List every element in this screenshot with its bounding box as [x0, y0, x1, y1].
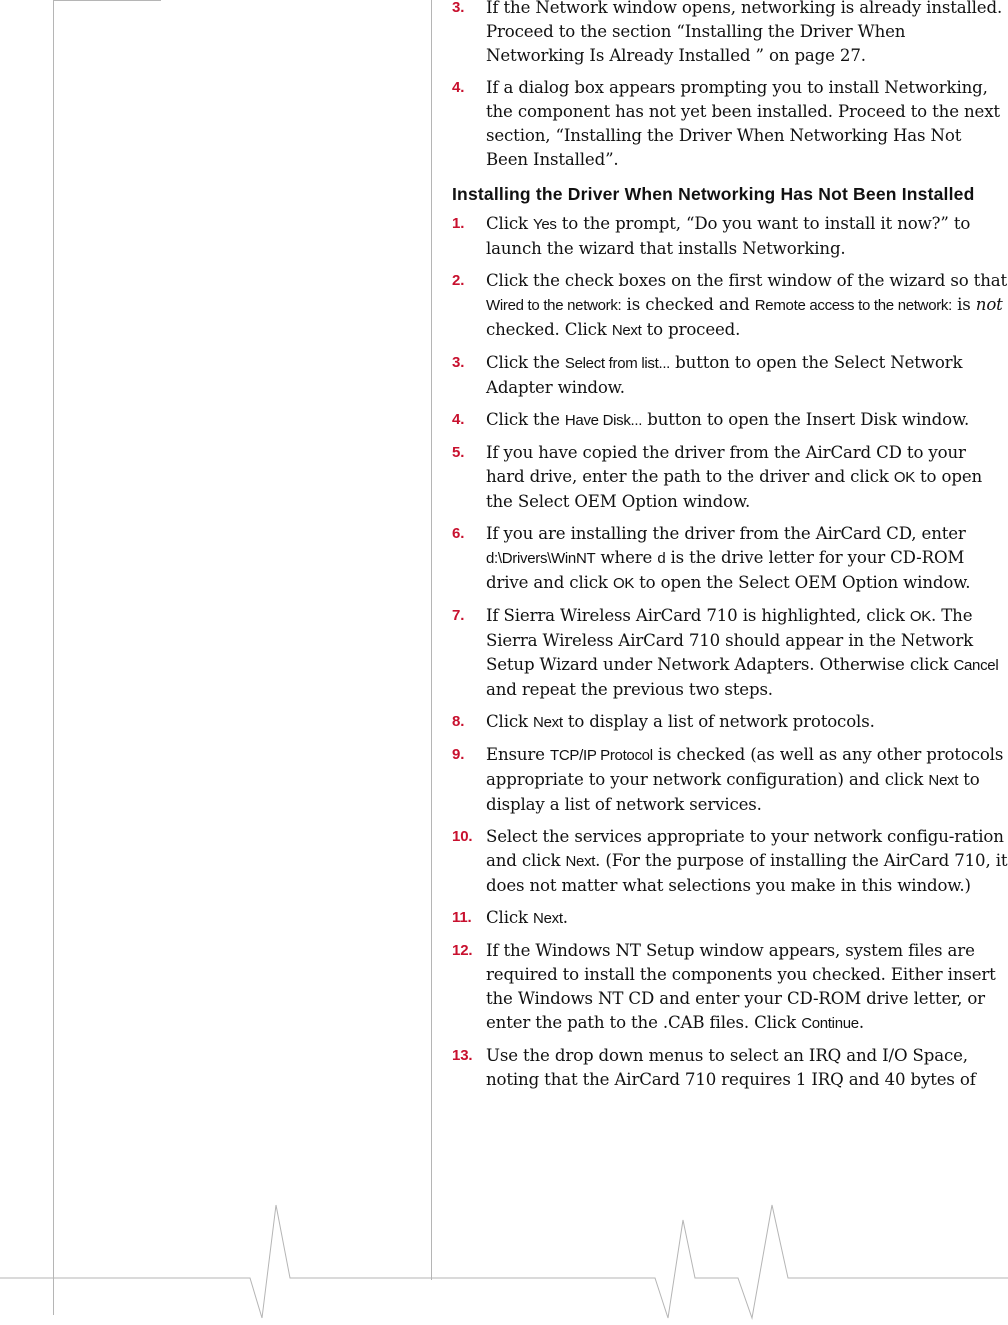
ui-label: TCP/IP Protocol: [549, 747, 653, 764]
main-content: [452, 0, 1008, 1100]
step-number: 6.: [452, 525, 465, 542]
step-text: Click Yes to the prompt, “Do you want to install it now?” to launch the wizard that installs Networking.: [486, 214, 971, 258]
step-text: If you are installing the driver from the AirCard CD, enter d:\Drivers\WinNT where d is the drive letter for your CD-ROM drive and click OK to open the Select OEM Option window.: [486, 524, 971, 592]
ui-label: Next: [928, 772, 959, 789]
step-number: 5.: [452, 444, 465, 461]
list-item: [452, 0, 1008, 68]
step-text: Click the Select from list... button to open the Select Network Adapter window.: [486, 353, 963, 397]
list-item: [452, 408, 1008, 433]
ui-label: Next: [611, 322, 642, 339]
step-text: Select the services appropriate to your network configu-ration and click Next. (For the purpose of installing the AirCard 710, it does not matter what selections you make in this window.): [486, 827, 1008, 895]
step-number: 7.: [452, 607, 465, 624]
step-text: Use the drop down menus to select an IRQ and I/O Space, noting that the AirCard 710 requires 1 IRQ and 40 bytes of: [486, 1046, 976, 1089]
step-number: 11.: [452, 909, 472, 926]
ui-label: Next: [565, 853, 596, 870]
step-text: If Sierra Wireless AirCard 710 is highlighted, click OK. The Sierra Wireless AirCard 710 should appear in the Network Setup Wizard under Network Adapters. Otherwise click Cancel and repeat the previous two steps.: [486, 606, 999, 699]
ui-label: Next: [533, 714, 563, 731]
step-number: 3.: [452, 0, 465, 16]
step-number: 4.: [452, 411, 465, 428]
list-item: [452, 906, 1008, 931]
list-item: [452, 939, 1008, 1036]
list-item: [452, 269, 1008, 343]
ui-label: d:\Drivers\WinNT: [486, 550, 596, 567]
step-number: 10.: [452, 828, 473, 845]
step-text: Click the check boxes on the first window of the wizard so that Wired to the network: is checked and Remote access to the network: is not checked. Click Next to proceed.: [486, 271, 1007, 339]
ui-label: OK: [893, 469, 915, 486]
ui-label: Cancel: [953, 657, 999, 674]
step-number: 12.: [452, 942, 473, 959]
list-item: [452, 743, 1008, 817]
ui-label: Yes: [533, 216, 557, 233]
step-text: Click the Have Disk... button to open the Insert Disk window.: [486, 410, 970, 429]
step-number: 1.: [452, 215, 465, 232]
step-number: 9.: [452, 746, 465, 763]
step-text: If a dialog box appears prompting you to install Networking, the component has not yet been installed. Proceed to the next section, “Installing the Driver When Networking Has Not Been Installed”.: [486, 78, 1000, 169]
ui-label: d: [657, 550, 666, 567]
step-text: Click Next.: [486, 908, 568, 927]
heartbeat-wave-decoration: [0, 1200, 1008, 1325]
page-frame-top-rule: [53, 0, 161, 1]
list-item: [452, 710, 1008, 735]
list-item: [452, 522, 1008, 596]
step-text: If you have copied the driver from the AirCard CD to your hard drive, enter the path to the driver and click OK to open the Select OEM Option window.: [486, 443, 983, 511]
list-item: [452, 441, 1008, 514]
list-item: [452, 351, 1008, 400]
page-frame-left-rule: [53, 0, 54, 1315]
emphasis: not: [975, 295, 1003, 314]
step-number: 2.: [452, 272, 465, 289]
list-item: [452, 212, 1008, 261]
step-number: 4.: [452, 79, 465, 96]
ui-label: Continue: [801, 1015, 859, 1032]
list-item: [452, 825, 1008, 898]
ui-label: OK: [612, 575, 635, 592]
ui-label: Have Disk...: [564, 412, 643, 429]
list-item: [452, 604, 1008, 702]
step-text: If the Windows NT Setup window appears, system files are required to install the components you checked. Either insert the Windows NT CD and enter your CD-ROM drive letter, or enter the path to the .CAB files. Click Continue.: [486, 941, 996, 1032]
step-text: If the Network window opens, networking is already installed. Proceed to the section “Installing the Driver When Networking Is Already Installed ” on page 27.: [486, 0, 1003, 65]
step-number: 13.: [452, 1047, 473, 1064]
step-number: 3.: [452, 354, 465, 371]
list-item: [452, 76, 1008, 172]
section-heading: Installing the Driver When Networking Has Not Been Installed: [452, 184, 975, 204]
ui-label: Remote access to the network:: [754, 297, 952, 314]
ui-label: Next: [533, 910, 563, 927]
step-text: Click Next to display a list of network protocols.: [486, 712, 875, 731]
step-number: 8.: [452, 713, 465, 730]
ui-label: Wired to the network:: [486, 297, 622, 314]
ui-label: OK: [909, 608, 931, 625]
column-divider-rule: [431, 0, 432, 1280]
ui-label: Select from list...: [564, 355, 671, 372]
list-item: [452, 1044, 1008, 1092]
step-text: Ensure TCP/IP Protocol is checked (as well as any other protocols appropriate to your network configuration) and click Next to display a list of network services.: [486, 745, 1004, 814]
